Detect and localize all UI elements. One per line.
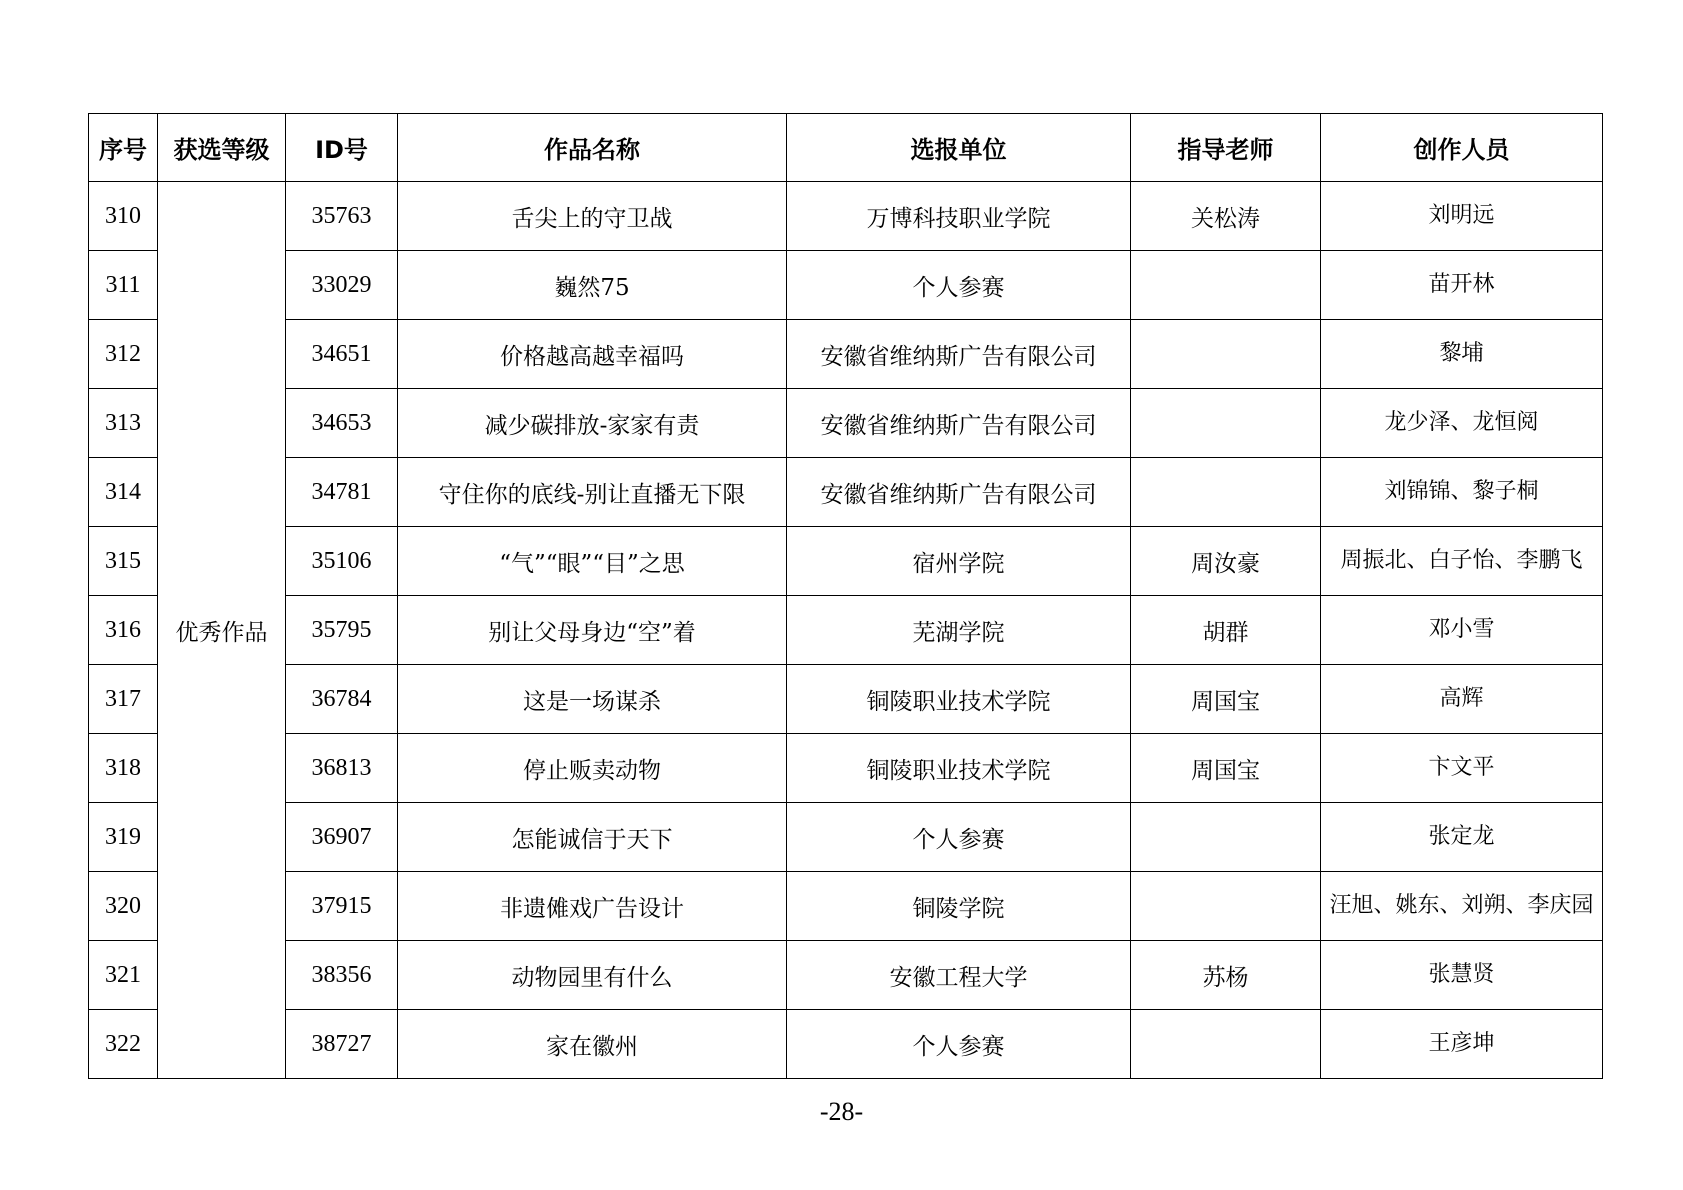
cell-seq: 310 <box>89 182 158 251</box>
cell-title: 巍然75 <box>398 251 787 320</box>
cell-seq: 315 <box>89 527 158 596</box>
cell-id: 38356 <box>286 941 398 1010</box>
table-row <box>89 182 1603 251</box>
cell-authors: 龙少泽、龙恒阅 <box>1321 389 1603 458</box>
cell-authors: 黎埔 <box>1321 320 1603 389</box>
table-row <box>89 458 1603 527</box>
table-row <box>89 803 1603 872</box>
cell-seq: 321 <box>89 941 158 1010</box>
cell-unit: 铜陵职业技术学院 <box>787 734 1131 803</box>
cell-authors: 张慧贤 <box>1321 941 1603 1010</box>
cell-teacher <box>1131 320 1321 389</box>
cell-id: 35763 <box>286 182 398 251</box>
cell-title: 这是一场谋杀 <box>398 665 787 734</box>
cell-authors: 汪旭、姚东、刘朔、李庆园 <box>1321 872 1603 941</box>
cell-seq: 317 <box>89 665 158 734</box>
header-title: 作品名称 <box>398 114 787 182</box>
cell-id: 35106 <box>286 527 398 596</box>
cell-teacher: 周国宝 <box>1131 734 1321 803</box>
cell-teacher: 周汝豪 <box>1131 527 1321 596</box>
cell-teacher <box>1131 872 1321 941</box>
cell-authors: 王彦坤 <box>1321 1010 1603 1079</box>
cell-unit: 安徽工程大学 <box>787 941 1131 1010</box>
header-unit: 选报单位 <box>787 114 1131 182</box>
cell-id: 34651 <box>286 320 398 389</box>
cell-seq: 312 <box>89 320 158 389</box>
cell-id: 34653 <box>286 389 398 458</box>
cell-unit: 芜湖学院 <box>787 596 1131 665</box>
cell-authors: 邓小雪 <box>1321 596 1603 665</box>
cell-id: 33029 <box>286 251 398 320</box>
cell-unit: 个人参赛 <box>787 1010 1131 1079</box>
cell-id: 38727 <box>286 1010 398 1079</box>
cell-teacher: 胡群 <box>1131 596 1321 665</box>
header-id: ID号 <box>286 114 398 182</box>
cell-unit: 宿州学院 <box>787 527 1131 596</box>
header-authors: 创作人员 <box>1321 114 1603 182</box>
table-row <box>89 734 1603 803</box>
cell-teacher <box>1131 389 1321 458</box>
table-row <box>89 527 1603 596</box>
cell-teacher: 周国宝 <box>1131 665 1321 734</box>
cell-teacher <box>1131 803 1321 872</box>
cell-seq: 314 <box>89 458 158 527</box>
cell-level: 优秀作品 <box>158 182 286 1079</box>
cell-unit: 万博科技职业学院 <box>787 182 1131 251</box>
cell-authors: 刘锦锦、黎子桐 <box>1321 458 1603 527</box>
cell-seq: 322 <box>89 1010 158 1079</box>
cell-id: 36784 <box>286 665 398 734</box>
cell-unit: 安徽省维纳斯广告有限公司 <box>787 320 1131 389</box>
cell-authors: 刘明远 <box>1321 182 1603 251</box>
cell-teacher <box>1131 251 1321 320</box>
cell-teacher <box>1131 458 1321 527</box>
table-row <box>89 389 1603 458</box>
cell-title: 别让父母身边“空”着 <box>398 596 787 665</box>
cell-seq: 311 <box>89 251 158 320</box>
cell-teacher: 关松涛 <box>1131 182 1321 251</box>
cell-unit: 个人参赛 <box>787 251 1131 320</box>
cell-authors: 苗开林 <box>1321 251 1603 320</box>
cell-title: 动物园里有什么 <box>398 941 787 1010</box>
page-number: -28- <box>819 1097 864 1126</box>
cell-unit: 个人参赛 <box>787 803 1131 872</box>
cell-authors: 周振北、白子怡、李鹏飞 <box>1321 527 1603 596</box>
cell-title: 家在徽州 <box>398 1010 787 1079</box>
cell-unit: 安徽省维纳斯广告有限公司 <box>787 458 1131 527</box>
cell-unit: 铜陵职业技术学院 <box>787 665 1131 734</box>
cell-seq: 316 <box>89 596 158 665</box>
header-teacher: 指导老师 <box>1131 114 1321 182</box>
cell-seq: 319 <box>89 803 158 872</box>
cell-id: 35795 <box>286 596 398 665</box>
cell-title: 价格越高越幸福吗 <box>398 320 787 389</box>
cell-unit: 铜陵学院 <box>787 872 1131 941</box>
table-row <box>89 941 1603 1010</box>
cell-authors: 高辉 <box>1321 665 1603 734</box>
table-row <box>89 596 1603 665</box>
cell-title: 守住你的底线-别让直播无下限 <box>398 458 787 527</box>
awards-table <box>88 113 1603 1079</box>
cell-seq: 313 <box>89 389 158 458</box>
table-row <box>89 872 1603 941</box>
table-row <box>89 251 1603 320</box>
cell-title: 停止贩卖动物 <box>398 734 787 803</box>
cell-title: 怎能诚信于天下 <box>398 803 787 872</box>
cell-id: 34781 <box>286 458 398 527</box>
cell-unit: 安徽省维纳斯广告有限公司 <box>787 389 1131 458</box>
table-row <box>89 320 1603 389</box>
table-row <box>89 665 1603 734</box>
table-row <box>89 1010 1603 1079</box>
cell-id: 37915 <box>286 872 398 941</box>
cell-id: 36907 <box>286 803 398 872</box>
header-row <box>89 114 1603 182</box>
cell-title: “气”“眼”“目”之思 <box>398 527 787 596</box>
cell-seq: 320 <box>89 872 158 941</box>
header-level: 获选等级 <box>158 114 286 182</box>
cell-id: 36813 <box>286 734 398 803</box>
cell-teacher: 苏杨 <box>1131 941 1321 1010</box>
cell-authors: 张定龙 <box>1321 803 1603 872</box>
cell-teacher <box>1131 1010 1321 1079</box>
cell-seq: 318 <box>89 734 158 803</box>
cell-title: 减少碳排放-家家有责 <box>398 389 787 458</box>
cell-authors: 卞文平 <box>1321 734 1603 803</box>
cell-title: 非遗傩戏广告设计 <box>398 872 787 941</box>
header-seq: 序号 <box>89 114 158 182</box>
table-body <box>89 182 1603 1079</box>
cell-title: 舌尖上的守卫战 <box>398 182 787 251</box>
